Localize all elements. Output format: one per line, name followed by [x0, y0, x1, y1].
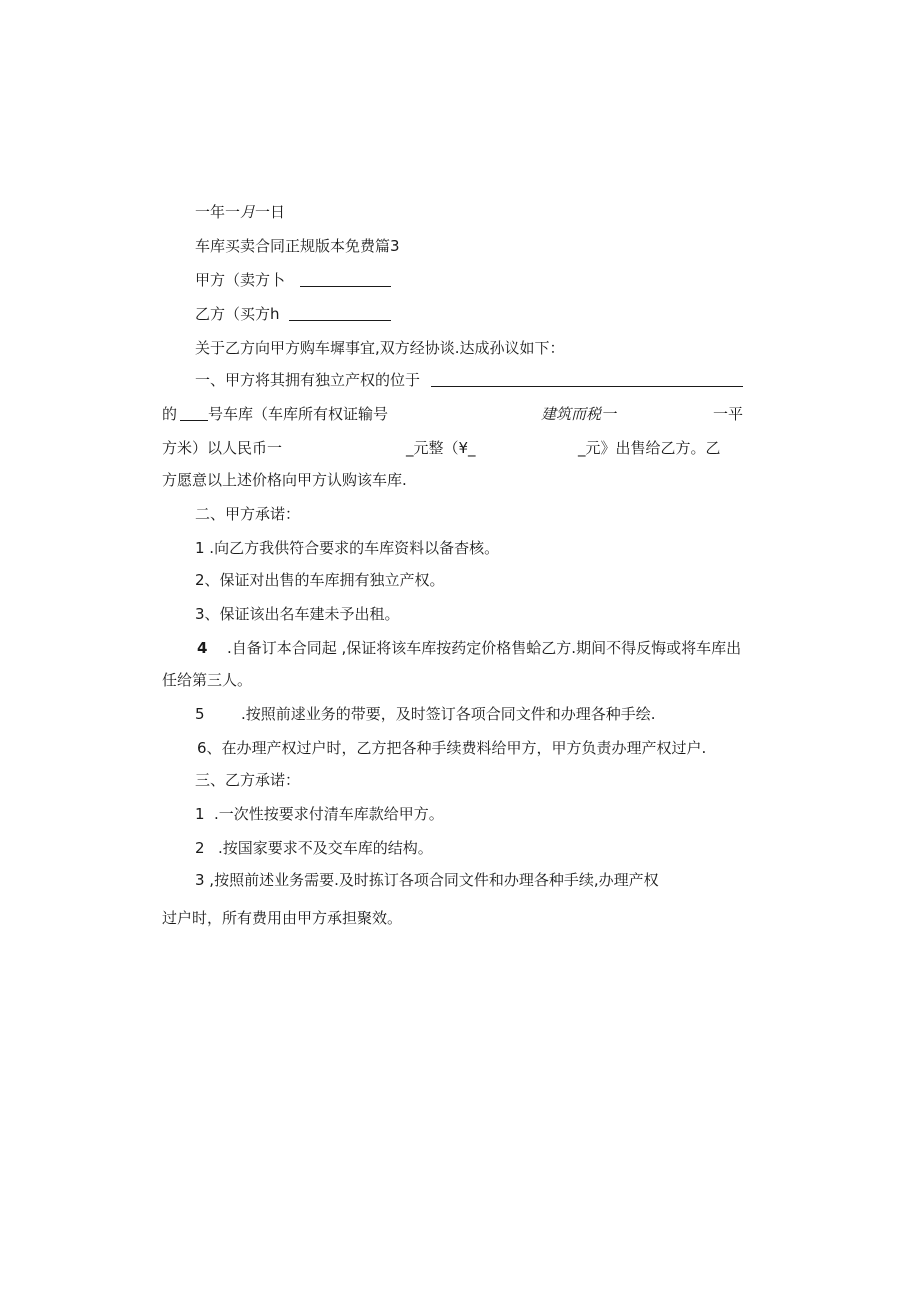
party-b-label: 乙方（买方h: [195, 305, 280, 323]
section3-item2-number: 2: [195, 839, 205, 857]
section3-item3-continuation: 过户时，所有费用由甲方承担聚效。: [162, 909, 403, 927]
date-month: 月: [240, 203, 256, 221]
section1-line3-c: _元》出售给乙方。乙: [578, 439, 721, 457]
section1-line4: 方愿意以上述价格向甲方认购该车库.: [162, 471, 407, 489]
section2-heading: 二、甲方承诺：: [195, 505, 301, 523]
section2-item4-number: 4: [197, 639, 208, 657]
section3-item3: 3 ,按照前述业务需要.及时拣订各项合同文件和办理各种手续,办理产权: [195, 871, 659, 889]
section2-item1: 1 .向乙方我供符合要求的车库资料以备杳核。: [195, 539, 500, 557]
intro-paragraph: 关于乙方向甲方购车墀事宜,双方经协谈.达成孙议如下：: [195, 339, 565, 357]
date-line: [195, 202, 285, 222]
section1-line2-c: 建筑而税一: [541, 405, 617, 423]
section2-item5-number: 5: [195, 705, 205, 723]
section1-line2-b: 号车库（车库所有权证输号: [208, 405, 389, 423]
party-b-blank: [289, 320, 391, 321]
document-title: 车库买卖合同正规版本免费篇3: [195, 237, 400, 255]
section3-item1-number: 1: [195, 805, 205, 823]
location-blank: [431, 386, 743, 387]
section1-line3-b: _元整（¥_: [406, 439, 476, 457]
party-a-blank: [300, 286, 391, 287]
section2-item2: 2、保证对出售的车库拥有独立产权。: [195, 571, 445, 589]
garage-number-blank: [180, 420, 208, 421]
section1-line1: 一、甲方将其拥有独立产权的位于: [195, 371, 421, 389]
party-a-label: 甲方（卖方卜: [195, 271, 286, 289]
section2-item6: 6、在办理产权过户时，乙方把各种手续费料给甲方，甲方负责办理产权过户.: [197, 739, 707, 757]
section1-line3-a: 方米）以人民币一: [162, 439, 283, 457]
date-year: 一年一: [195, 203, 241, 221]
section2-item3: 3、保证该出名车建未予出租。: [195, 605, 400, 623]
section1-line2-a: 的: [162, 405, 178, 423]
section2-item4-text: .自备订本合同起 ,保证将该车库按药定价格售蛤乙方.期间不得反悔或将车库出: [227, 639, 742, 657]
section3-heading: 三、乙方承诺：: [195, 771, 301, 789]
section3-item2-text: .按国家要求不及交车库的结构。: [218, 839, 433, 857]
section1-line2-d: 一平: [713, 405, 744, 423]
section2-item5-text: .按照前逑业务的带要，及时签订各项合同文件和办理各种手绘.: [241, 705, 656, 723]
date-day: 一日: [255, 203, 286, 221]
section2-item4-continuation: 任给第三人。: [162, 671, 253, 689]
section3-item1-text: .一次性按要求付清车库款给甲方。: [214, 805, 444, 823]
